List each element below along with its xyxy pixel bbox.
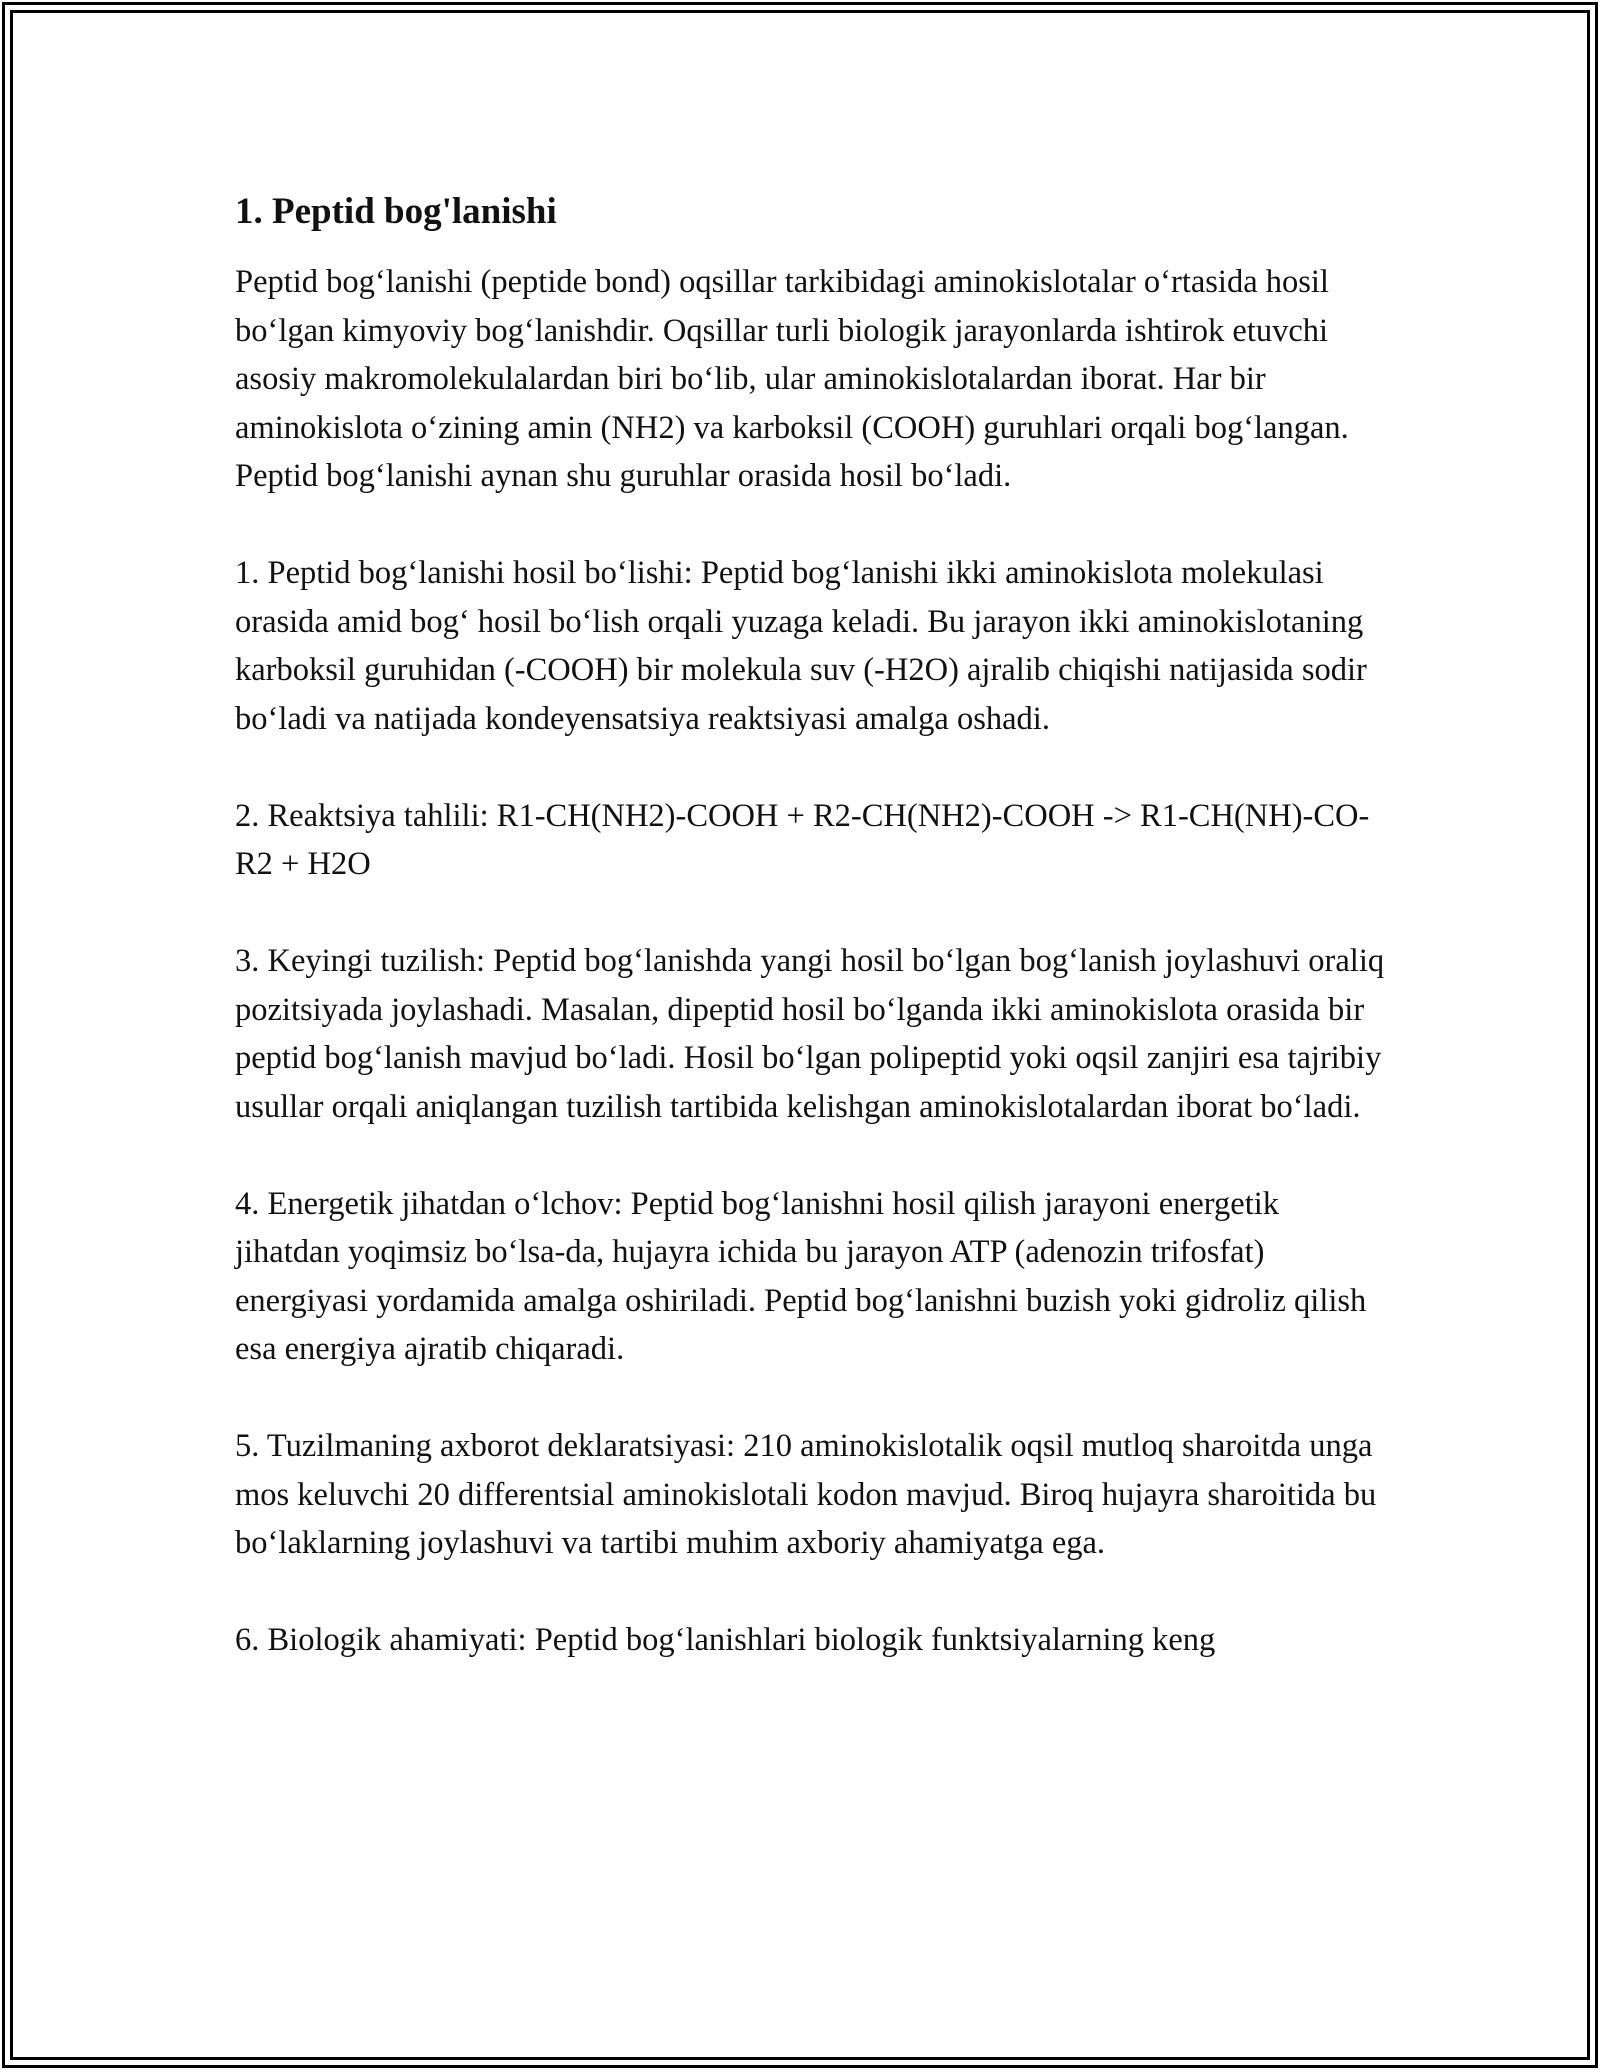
paragraph-structure: 3. Keyingi tuzilish: Peptid bog‘lanishda yangi hosil bo‘lgan bog‘lanish joylashuvi oraliq pozitsiyada joylashadi. Masalan, dipeptid hosil bo‘lganda ikki aminokislota orasida bir peptid bog‘lanish mavjud bo‘ladi. Hosil bo‘lgan polipeptid yoki oqsil zanjiri esa tajribiy usullar orqali aniqlangan tuzilish tartibida kelishgan aminokislotalardan iborat bo‘ladi. [235, 943, 1385, 1125]
paragraph-reaction-analysis: 2. Reaktsiya tahlili: R1-CH(NH2)-COOH + R2-CH(NH2)-COOH -> R1-CH(NH)-CO-R2 + H2O [235, 797, 1370, 882]
paragraph-biological-significance: 6. Biologik ahamiyati: Peptid bog‘lanishlari biologik funktsiyalarning keng [235, 1622, 1216, 1658]
document-body [235, 186, 1385, 1665]
paragraph-energetics: 4. Energetik jihatdan o‘lchov: Peptid bog‘lanishni hosil qilish jarayoni energetik jihatdan yoqimsiz bo‘lsa-da, hujayra ichida bu jarayon ATP (adenozin trifosfat) energiyasi yordamida amalga oshiriladi. Peptid bog‘lanishni buzish yoki gidroliz qilish esa energiya ajratib chiqaradi. [235, 1185, 1367, 1367]
paragraph-bond-formation: 1. Peptid bog‘lanishi hosil bo‘lishi: Peptid bog‘lanishi ikki aminokislota molekulasi orasida amid bog‘ hosil bo‘lish orqali yuzaga keladi. Bu jarayon ikki aminokislotaning karboksil guruhidan (-COOH) bir molekula suv (-H2O) ajralib chiqishi natijasida sodir bo‘ladi va natijada kondeyensatsiya reaktsiyasi amalga oshadi. [235, 555, 1367, 737]
section-heading: 1. Peptid bog'lanishi [235, 191, 557, 232]
intro-paragraph: Peptid bog‘lanishi (peptide bond) oqsillar tarkibidagi aminokislotalar o‘rtasida hosil bo‘lgan kimyoviy bog‘lanishdir. Oqsillar turli biologik jarayonlarda ishtirok etuvchi asosiy makromolekulalardan biri bo‘lib, ular aminokislotalardan iborat. Har bir aminokislota o‘zining amin (NH2) va karboksil (COOH) guruhlari orqali bog‘langan. Peptid bog‘lanishi aynan shu guruhlar orasida hosil bo‘ladi. [235, 264, 1349, 494]
paragraph-information: 5. Tuzilmaning axborot deklaratsiyasi: 210 aminokislotalik oqsil mutloq sharoitda unga mos keluvchi 20 differentsial aminokislotali kodon mavjud. Biroq hujayra sharoitida bu bo‘laklarning joylashuvi va tartibi muhim axboriy ahamiyatga ega. [235, 1428, 1377, 1561]
